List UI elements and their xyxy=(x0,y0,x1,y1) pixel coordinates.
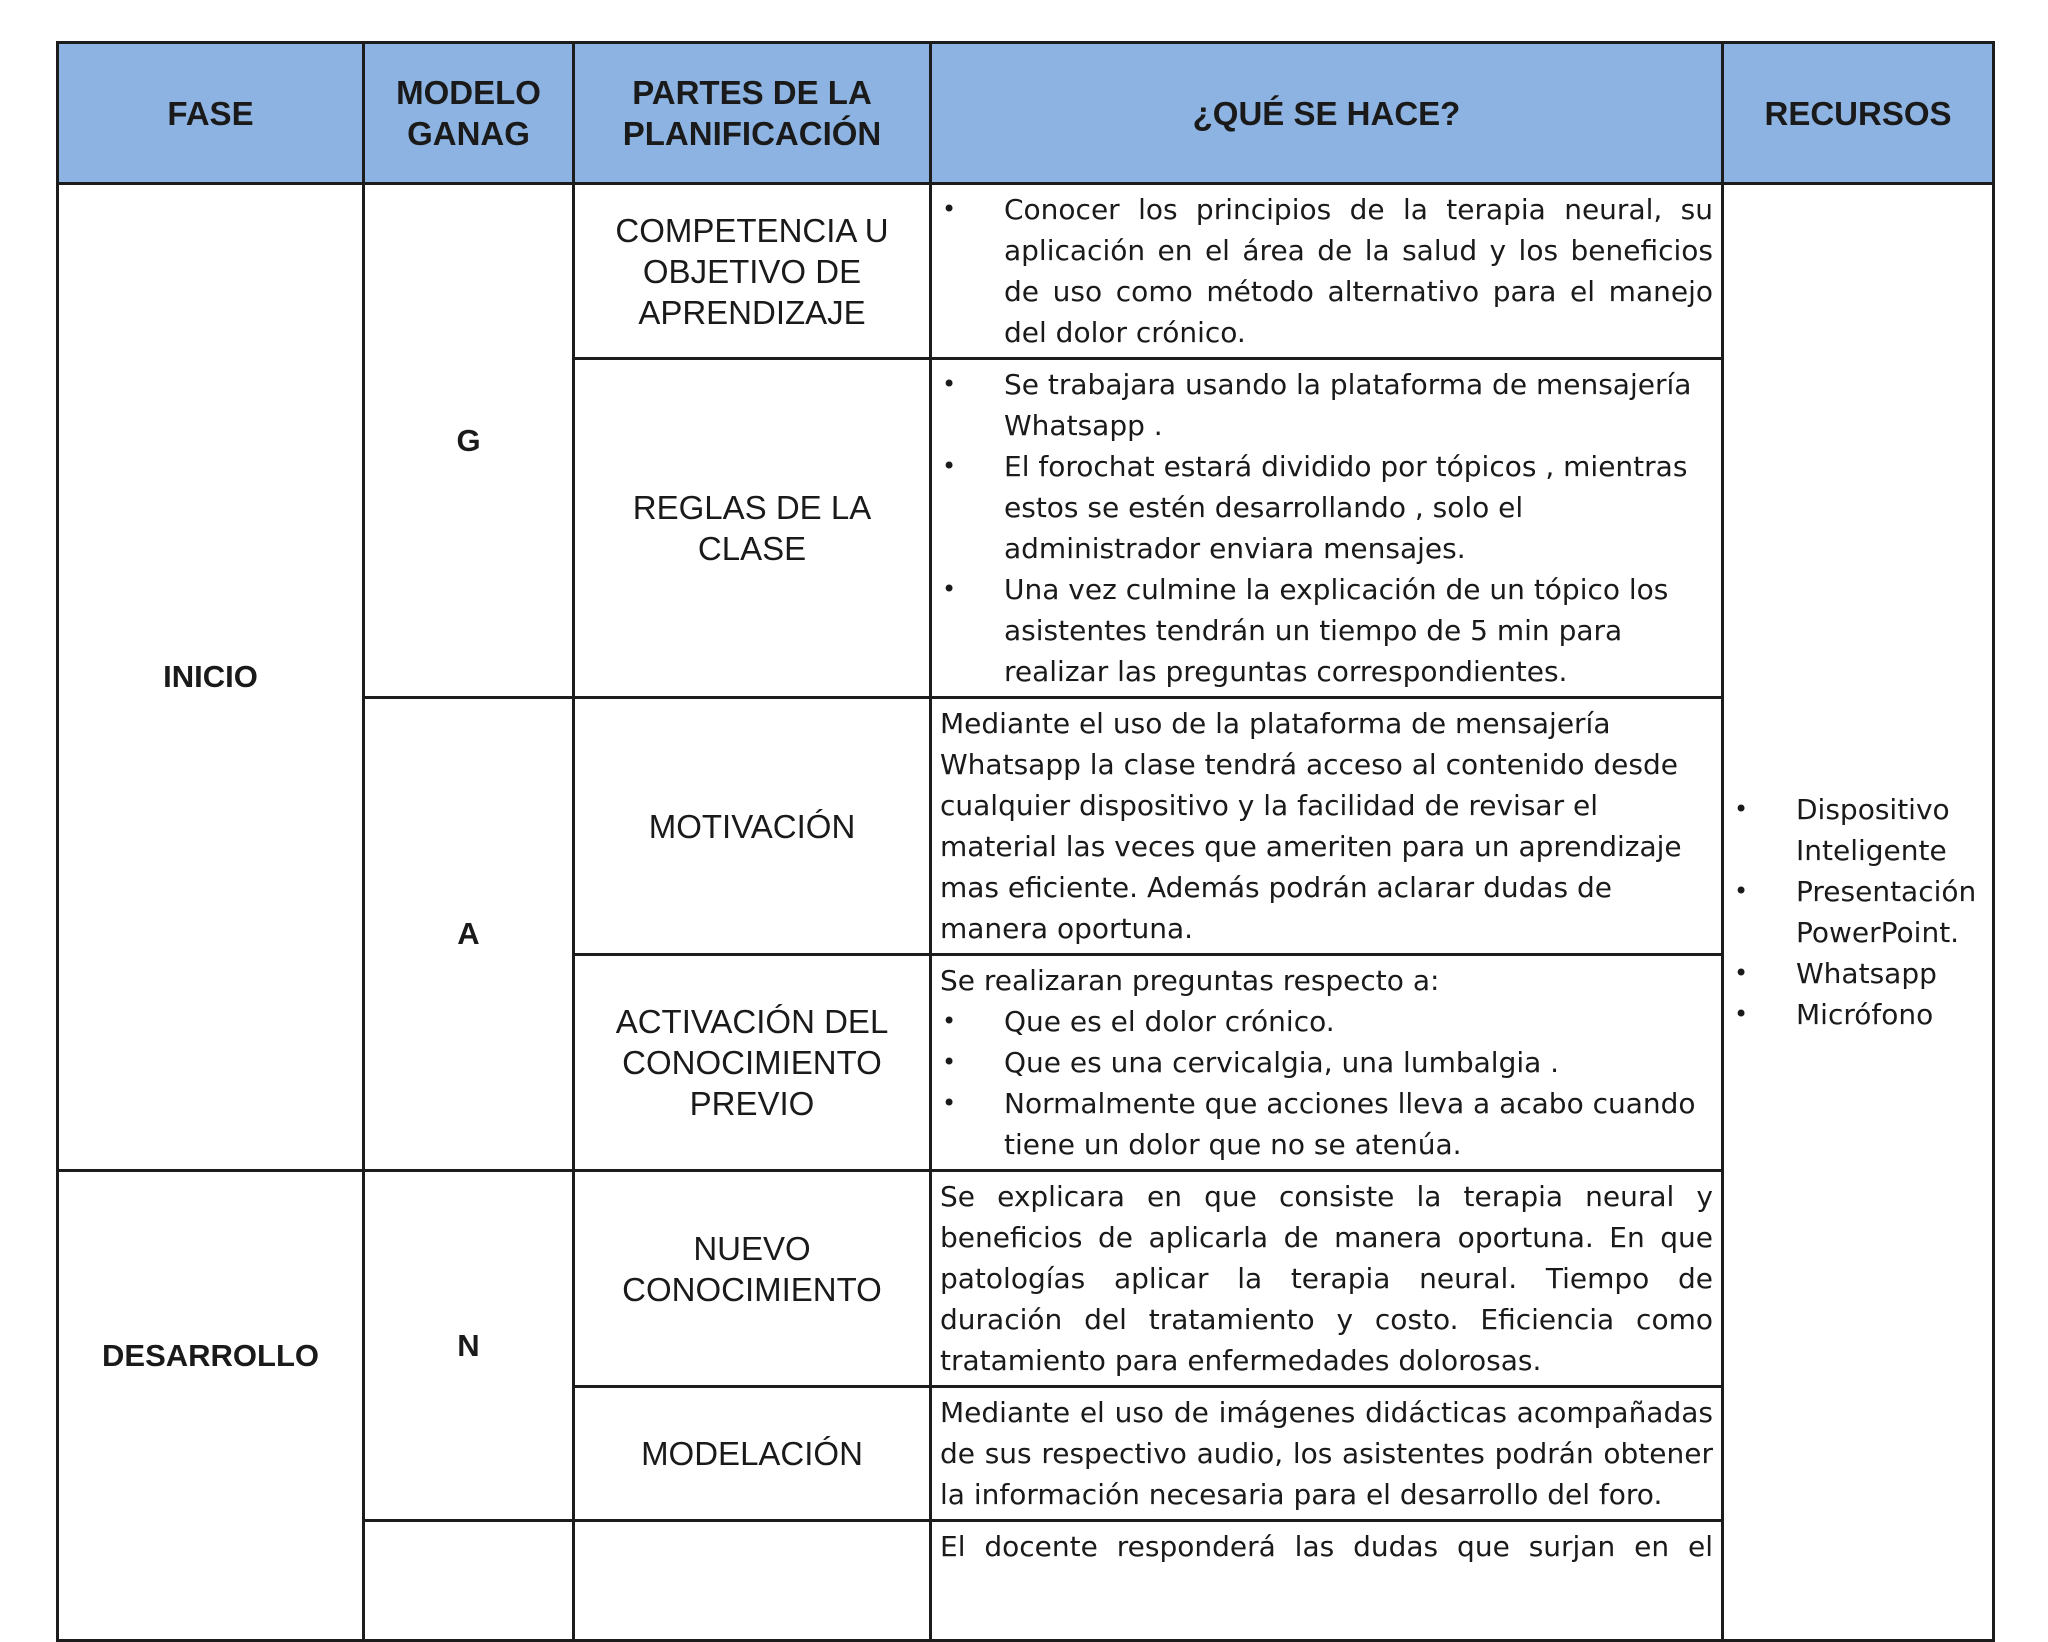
list-item: • Una vez culmine la explicación de un tópico los asistentes tendrán un tiempo de 5 min para realizar las preguntas correspondientes. xyxy=(940,569,1713,692)
part-reglas xyxy=(574,359,931,698)
header-partes-label: PARTES DE LA PLANIFICACIÓN xyxy=(622,74,882,152)
part-activacion-label: ACTIVACIÓN DEL CONOCIMIENTO PREVIO xyxy=(615,1003,889,1122)
resource-item: • Dispositivo Inteligente xyxy=(1732,789,1984,871)
planning-table xyxy=(56,41,1995,1642)
part-modelacion: MODELACIÓN xyxy=(574,1387,931,1521)
list-item: • Se trabajara usando la plataforma de mensajería Whatsapp . xyxy=(940,364,1713,446)
header-modelo-label: MODELO GANAG xyxy=(396,74,541,152)
resources-list xyxy=(1732,789,1984,1035)
what-competencia xyxy=(931,184,1723,359)
part-reglas-label: REGLAS DE LA CLASE xyxy=(632,489,872,567)
header-row xyxy=(58,43,1994,184)
paragraph: Se realizaran preguntas respecto a: xyxy=(940,964,1440,997)
header-modelo xyxy=(364,43,574,184)
part-cut xyxy=(574,1521,931,1641)
what-motivacion xyxy=(931,698,1723,955)
list-item: • Que es el dolor crónico. xyxy=(940,1001,1713,1042)
part-nuevo-label: NUEVO CONOCIMIENTO xyxy=(622,1229,882,1308)
resource-item: • Presentación PowerPoint. xyxy=(1732,871,1984,953)
part-competencia-label: COMPETENCIA U OBJETIVO DE APRENDIZAJE xyxy=(615,211,889,331)
what-nuevo xyxy=(931,1171,1723,1387)
what-reglas xyxy=(931,359,1723,698)
part-competencia xyxy=(574,184,931,359)
table-row xyxy=(58,184,1994,359)
model-n: N xyxy=(364,1171,574,1521)
paragraph: Se explicara en que consiste la terapia neural y beneficios de aplicarla de manera oportuna. En que patologías aplicar la terapia neural. Tiempo de duración del tratamiento y costo. Eficiencia como tratamiento para enfermedades dolorosas. xyxy=(940,1180,1713,1377)
part-nuevo xyxy=(574,1171,931,1387)
resource-item: • Whatsapp xyxy=(1732,953,1984,994)
phase-inicio: INICIO xyxy=(58,184,364,1171)
paragraph: Mediante el uso de imágenes didácticas acompañadas de sus respectivo audio, los asistentes podrán obtener la información necesaria para el desarrollo del foro. xyxy=(940,1396,1713,1511)
what-activacion xyxy=(931,955,1723,1171)
model-a: A xyxy=(364,698,574,1171)
header-partes xyxy=(574,43,931,184)
phase-desarrollo-label: DESARROLLO xyxy=(102,1337,319,1373)
header-fase: FASE xyxy=(58,43,364,184)
header-que-se-hace: ¿QUÉ SE HACE? xyxy=(931,43,1723,184)
resources-cell xyxy=(1723,184,1994,1641)
list-item: • Que es una cervicalgia, una lumbalgia . xyxy=(940,1042,1713,1083)
part-activacion xyxy=(574,955,931,1171)
table-row xyxy=(58,1171,1994,1387)
header-recursos: RECURSOS xyxy=(1723,43,1994,184)
list-item: • El forochat estará dividido por tópicos , mientras estos se estén desarrollando , solo el administrador enviara mensajes. xyxy=(940,446,1713,569)
list-item: • Normalmente que acciones lleva a acabo cuando tiene un dolor que no se atenúa. xyxy=(940,1083,1713,1165)
what-modelacion xyxy=(931,1387,1723,1521)
resource-item: • Micrófono xyxy=(1732,994,1984,1035)
model-g: G xyxy=(364,184,574,698)
model-cell-cut xyxy=(364,1521,574,1641)
paragraph: El docente responderá las dudas que surjan en el xyxy=(940,1530,1713,1563)
what-cut xyxy=(931,1521,1723,1641)
phase-desarrollo xyxy=(58,1171,364,1641)
paragraph: Mediante el uso de la plataforma de mensajería Whatsapp la clase tendrá acceso al contenido desde cualquier dispositivo y la facilidad de revisar el material las veces que ameriten para un aprendizaje mas eficiente. Además podrán aclarar dudas de manera oportuna. xyxy=(940,707,1682,945)
part-motivacion: MOTIVACIÓN xyxy=(574,698,931,955)
list-item: • Conocer los principios de la terapia neural, su aplicación en el área de la salud y los beneficios de uso como método alternativo para el manejo del dolor crónico. xyxy=(940,189,1713,353)
